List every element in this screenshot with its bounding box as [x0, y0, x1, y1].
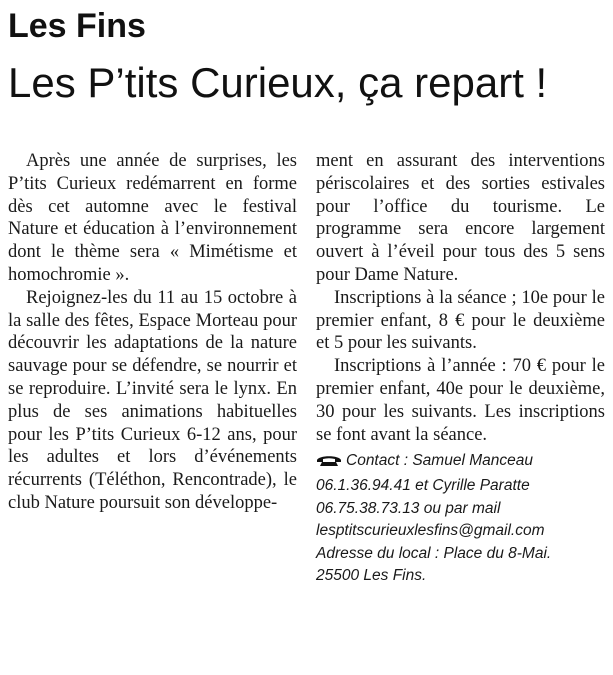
article-paragraph-festival: Rejoignez-les du 11 au 15 octobre à la salle des fêtes, Espace Morteau pour découvrir les adaptations de la nature sauvage pour se défendre, se nourrir et se reproduire. L’invité sera le lynx. En plus de ses animations habituelles pour les P’tits Curieux 6-12 ans, pour les adultes et lors d’événements récurrents (Téléthon, Rencontrade), le club Nature poursuit son développe- [8, 287, 297, 513]
contact-line-phone-2: 06.75.38.73.13 ou par mail [316, 499, 501, 517]
telephone-icon [316, 452, 342, 475]
article-column-left [8, 150, 297, 515]
article-headline: Les P’tits Curieux, ça repart ! [8, 59, 548, 106]
article-paragraph-intro: Après une année de surprises, les P’tits Curieux redémarrent en forme dès cet automne avec le festival Nature et éducation à l’environnement dont le thème sera « Mimétisme et homochromie ». [8, 151, 297, 285]
contact-text-name: Contact : Samuel Manceau [346, 452, 533, 470]
contact-line-phone-1: 06.1.36.94.41 et Cyrille Paratte [316, 476, 530, 494]
contact-block [316, 450, 605, 588]
contact-line-name [316, 450, 605, 475]
article-paragraph-continuation: ment en assurant des interventions périscolaires et des sorties estivales pour l’office du tourisme. Le programme sera encore largement ouvert à l’éveil pour tous des 5 sens pour Dame Nature. [316, 151, 605, 285]
article-column-right [316, 150, 605, 588]
contact-line-city: 25500 Les Fins. [316, 567, 427, 585]
article-paragraph-annual-fees: Inscriptions à l’année : 70 € pour le premier enfant, 40e pour le deuxième, 30 pour les suivants. Les inscriptions se font avant la séance. [316, 356, 605, 445]
section-kicker: Les Fins [8, 7, 146, 45]
article-paragraph-session-fees: Inscriptions à la séance ; 10e pour le premier enfant, 8 € pour le deuxième et 5 pour les suivants. [316, 287, 605, 354]
contact-line-email: lesptitscurieuxlesfins@gmail.com [316, 522, 545, 540]
contact-line-address: Adresse du local : Place du 8-Mai. [316, 544, 552, 562]
